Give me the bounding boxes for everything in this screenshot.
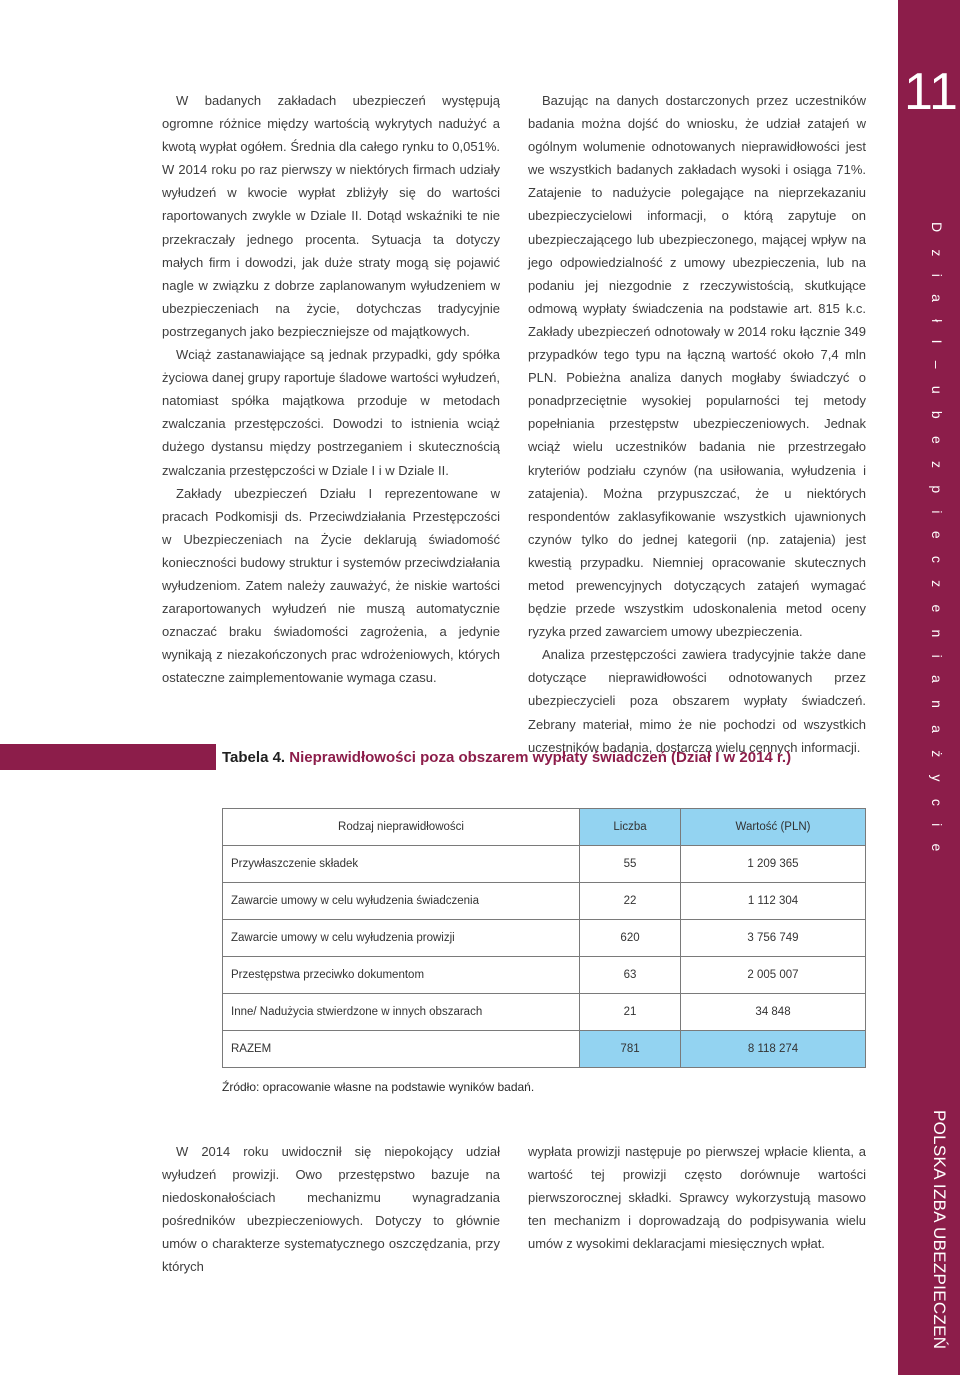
cell-count: 22 <box>580 883 681 920</box>
table-caption <box>222 748 791 768</box>
cell-type: Przestępstwa przeciwko dokumentom <box>223 957 580 994</box>
paragraph: Bazując na danych dostarczonych przez uczestników badania można dojść do wniosku, że udział zatajeń w ogólnym wolumenie odnotowanych nieprawidłowości jest we wszystkich badanych zakładach wysoki i osiąga 71%. Zatajenie to nadużycie polegające na nieprzekazaniu ubezpieczycielowi informacji, o którą zapytuje on ubezpieczającego lub ubezpieczonego, mającej wpływ na jego odpowiedzialność z umowy ubezpieczenia, lub na podaniu jej niezgodnie z rzeczywistością, skutkujące odmową wypłaty świadczenia na podstawie art. 815 k.c. Zakłady ubezpieczeń odnotowały w 2014 roku łącznie 349 przypadków tego typu na łączną wartość około 7,4 mln PLN. Pobieżna analiza danych mogłaby świadczyć o ponadprzeciętnie wysokiej popularności tej metody popełniania przestępstw ubezpieczeniowych. Jednak wciąż wielu uczestników badania nie przestrzegało kryteriów podziału czynów (na usiłowania, wyłudzenia i zatajenia). Można przypuszczać, że u niektórych respondentów zaklasyfikowanie wszystkich ujawnionych czynów tylko do jednej kategorii (np. zatajenia) jest kwestią przypadku. Niemniej opracowanie skutecznych metod prewencyjnych dotyczących zatajeń wymagać będzie przede wszystkim udoskonalenia metod oceny ryzyka przed zawarciem umowy ubezpieczenia. <box>528 93 866 640</box>
header-value: Wartość (PLN) <box>681 809 866 846</box>
cell-value: 1 209 365 <box>681 846 866 883</box>
cell-count: 55 <box>580 846 681 883</box>
paragraph: wypłata prowizji następuje po pierwszej wpłacie klienta, a wartość tej prowizji często dorównuje wartości pierwszorocznej składki. Sprawcy wykorzystują masowo ten mechanizm i doprowadzają do podpisywania wielu umów z wysokimi deklaracjami miesięcznych wpłat. <box>528 1144 866 1252</box>
text-column-3 <box>162 1140 500 1279</box>
table-row <box>223 920 866 957</box>
cell-type: Zawarcie umowy w celu wyłudzenia świadczenia <box>223 883 580 920</box>
cell-type: Inne/ Nadużycia stwierdzone w innych obszarach <box>223 994 580 1031</box>
header-count: Liczba <box>580 809 681 846</box>
table-row <box>223 883 866 920</box>
table-caption-bar <box>0 744 216 770</box>
text-column-4 <box>528 1140 866 1255</box>
paragraph: Zakłady ubezpieczeń Działu I reprezentowane w pracach Podkomisji ds. Przeciwdziałania Przestępczości w Ubezpieczeniach na Życie deklarują świadomość konieczności budowy struktur i systemów przeciwdziałania wyłudzeniom. Zatem należy zauważyć, że niskie wartości zaraportowanych wyłudzeń nie muszą automatycznie oznaczać braku świadomości zagrożenia, a jedynie wynikają z niezakończonych prac wdrożeniowych, których ostateczne zaimplementowanie wymaga czasu. <box>162 485 500 686</box>
page-number: 11 <box>904 63 958 121</box>
cell-count: 620 <box>580 920 681 957</box>
table-row <box>223 957 866 994</box>
table-total-row <box>223 1031 866 1068</box>
section-title: D z i a ł I – u b e z p i e c z e n i a n a ż y c i e <box>929 222 945 859</box>
table-header-row <box>223 809 866 846</box>
text-column-1 <box>162 89 500 689</box>
cell-value: 1 112 304 <box>681 883 866 920</box>
table-source: Źródło: opracowanie własne na podstawie wyników badań. <box>222 1080 535 1094</box>
header-type: Rodzaj nieprawidłowości <box>223 809 580 846</box>
text-column-2 <box>528 89 866 759</box>
table-title: Nieprawidłowości poza obszarem wypłaty świadczeń (Dział I w 2014 r.) <box>289 749 792 766</box>
cell-value: 2 005 007 <box>681 957 866 994</box>
organization-name: POLSKA IZBA UBEZPIECZEŃ <box>930 1110 949 1350</box>
paragraph: W badanych zakładach ubezpieczeń występują ogromne różnice między wartością wykrytych nadużyć a kwotą wypłat ogółem. Średnia dla całego rynku to 0,051%. W 2014 roku po raz pierwszy w niektórych firmach udziały wyłudzeń w kwocie wypłat zbliżyły się do wartości raportowanych zwykle w Dziale II. Dotąd wskaźniki te nie przekraczały jednego procenta. Sytuacja ta dotyczy małych firm i dowodzi, jak duże straty mogą się pojawić nagle w związku z dobrze zaplanowanym wyłudzeniem w ubezpieczeniach na życie, dotychczas tradycyjnie postrzeganych jako bezpieczniejsze od majątkowych. <box>162 93 500 339</box>
cell-value: 34 848 <box>681 994 866 1031</box>
cell-value: 3 756 749 <box>681 920 866 957</box>
irregularities-table <box>222 808 866 1068</box>
paragraph: W 2014 roku uwidocznił się niepokojący udział wyłudzeń prowizji. Owo przestępstwo bazuje na niedoskonałościach mechanizmu wynagradzania pośredników ubezpieczeniowych. Dotyczy to głównie umów o charakterze systematycznego oszczędzania, przy których <box>162 1144 500 1275</box>
table-label: Tabela 4. <box>222 749 286 766</box>
paragraph: Analiza przestępczości zawiera tradycyjnie także dane dotyczące nieprawidłowości odnotowanych przez ubezpieczycieli poza obszarem wypłaty świadczeń. Zebrany materiał, mimo że nie pochodzi od wszystkich uczestników badania, dostarcza wielu cennych informacji. <box>528 647 866 755</box>
cell-type: Zawarcie umowy w celu wyłudzenia prowizji <box>223 920 580 957</box>
total-count: 781 <box>580 1031 681 1068</box>
table-row <box>223 994 866 1031</box>
total-value: 8 118 274 <box>681 1031 866 1068</box>
cell-count: 63 <box>580 957 681 994</box>
total-label: RAZEM <box>223 1031 580 1068</box>
cell-type: Przywłaszczenie składek <box>223 846 580 883</box>
paragraph: Wciąż zastanawiające są jednak przypadki, gdy spółka życiowa danej grupy raportuje śladowe wartości wyłudzeń, natomiast spółka majątkowa przoduje w metodach zwalczania przestępczości. Dowodzi to istnienia wciąż dużego dystansu między postrzeganiem i skutecznością zwalczania przestępczości w Dziale I i w Dziale II. <box>162 347 500 478</box>
table-row <box>223 846 866 883</box>
cell-count: 21 <box>580 994 681 1031</box>
